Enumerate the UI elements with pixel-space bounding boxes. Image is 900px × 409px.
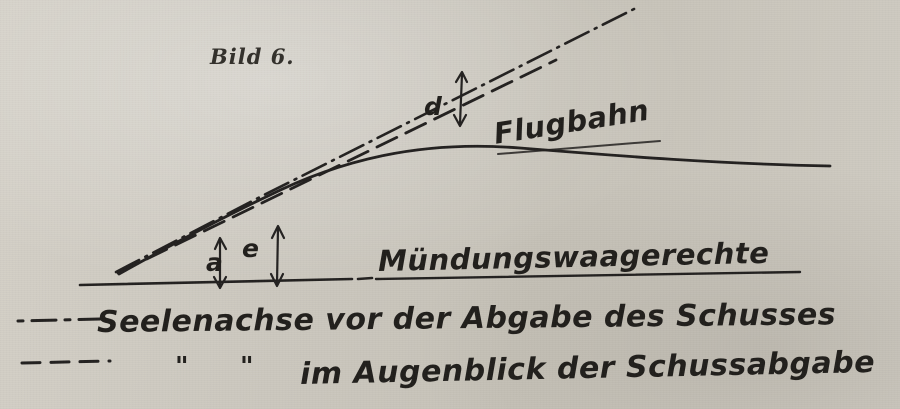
angle-a-label: a — [206, 248, 224, 277]
trajectory-label: Flugbahn — [491, 92, 652, 151]
legend-line-dash-dot — [18, 319, 100, 321]
legend-line-dashed — [22, 361, 110, 363]
figure-caption: Bild 6. — [210, 44, 295, 69]
angle-d-label: d — [424, 92, 443, 121]
legend-row-1-text: Seelenachse vor der Abgabe des Schusses — [96, 297, 837, 340]
legend-row-2-ditto-1: " — [175, 352, 190, 382]
angle-e-label: e — [242, 234, 260, 263]
muzzle-horizontal-line-right — [358, 278, 372, 279]
legend-row-2-ditto-2: " — [240, 352, 255, 382]
muzzle-horizontal-label: Mündungswaagerechte — [377, 235, 770, 278]
legend-row-2-text: im Augenblick der Schussabgabe — [299, 344, 876, 392]
angle-e-arrow — [277, 228, 278, 284]
angle-d-arrow — [460, 74, 462, 124]
